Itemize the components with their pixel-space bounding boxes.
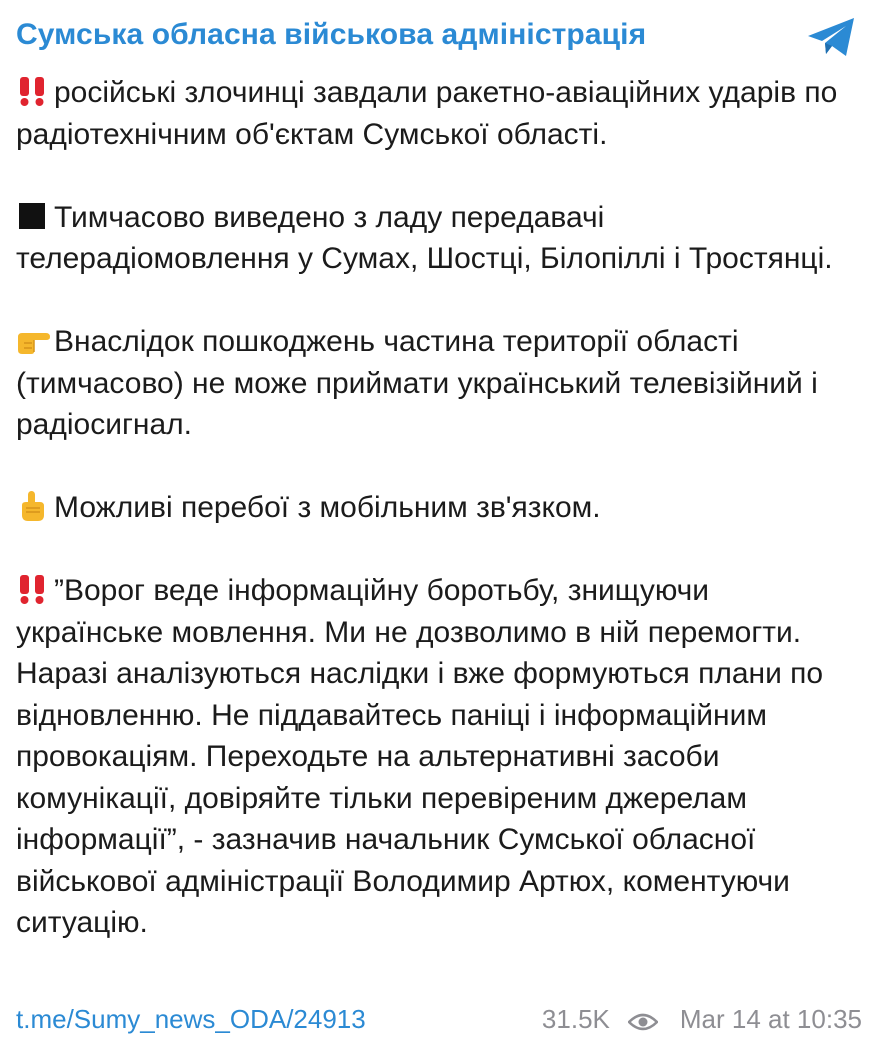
message-paragraph <box>16 321 862 446</box>
paragraph-text: Тимчасово виведено з ладу передавачі телерадіомовлення у Сумах, Шостці, Білопіллі і Тростянці. <box>16 200 833 275</box>
post-footer <box>16 1004 862 1040</box>
message-paragraph <box>16 197 862 280</box>
channel-name[interactable]: Сумська обласна військова адміністрація <box>16 18 647 51</box>
paragraph-text: ”Ворог веде інформаційну боротьбу, знищуючи українське мовлення. Ми не дозволимо в ній перемогти. Наразі аналізуються наслідки і вже формуються плани по відновленню. Не піддавайтесь паніці і інформаційним провокаціям. Переходьте на альтернативні засоби комунікації, довіряйте тільки перевіреним джерелам інформації”, - зазначив начальник Сумської обласної військової адміністрації Володимир Артюх, коментуючи ситуацію. <box>16 574 824 939</box>
post-timestamp: Mar 14 at 10:35 <box>679 1004 862 1034</box>
telegram-plane-icon[interactable] <box>806 16 858 60</box>
black-square-icon <box>16 201 50 231</box>
index-pointing-up-icon <box>16 491 50 521</box>
paragraph-text: Внаслідок пошкоджень частина території області (тимчасово) не може приймати український телевізійний і радіосигнал. <box>16 325 818 441</box>
view-count: 31.5K <box>541 1004 610 1034</box>
message-body <box>16 72 862 944</box>
double-exclamation-icon <box>16 574 50 604</box>
post-header <box>16 16 862 60</box>
post-meta <box>542 1004 862 1035</box>
double-exclamation-icon <box>16 76 50 106</box>
pointing-right-hand-icon <box>16 325 50 355</box>
message-paragraph <box>16 570 862 944</box>
eye-icon <box>628 1009 658 1031</box>
paragraph-text: російські злочинці завдали ракетно-авіаційних ударів по радіотехнічним об'єктам Сумської області. <box>16 76 838 151</box>
paragraph-text: Можливі перебої з мобільним зв'язком. <box>54 491 601 524</box>
post-link[interactable]: t.me/Sumy_news_ODA/24913 <box>16 1004 366 1034</box>
message-paragraph <box>16 487 862 529</box>
message-paragraph <box>16 72 862 155</box>
